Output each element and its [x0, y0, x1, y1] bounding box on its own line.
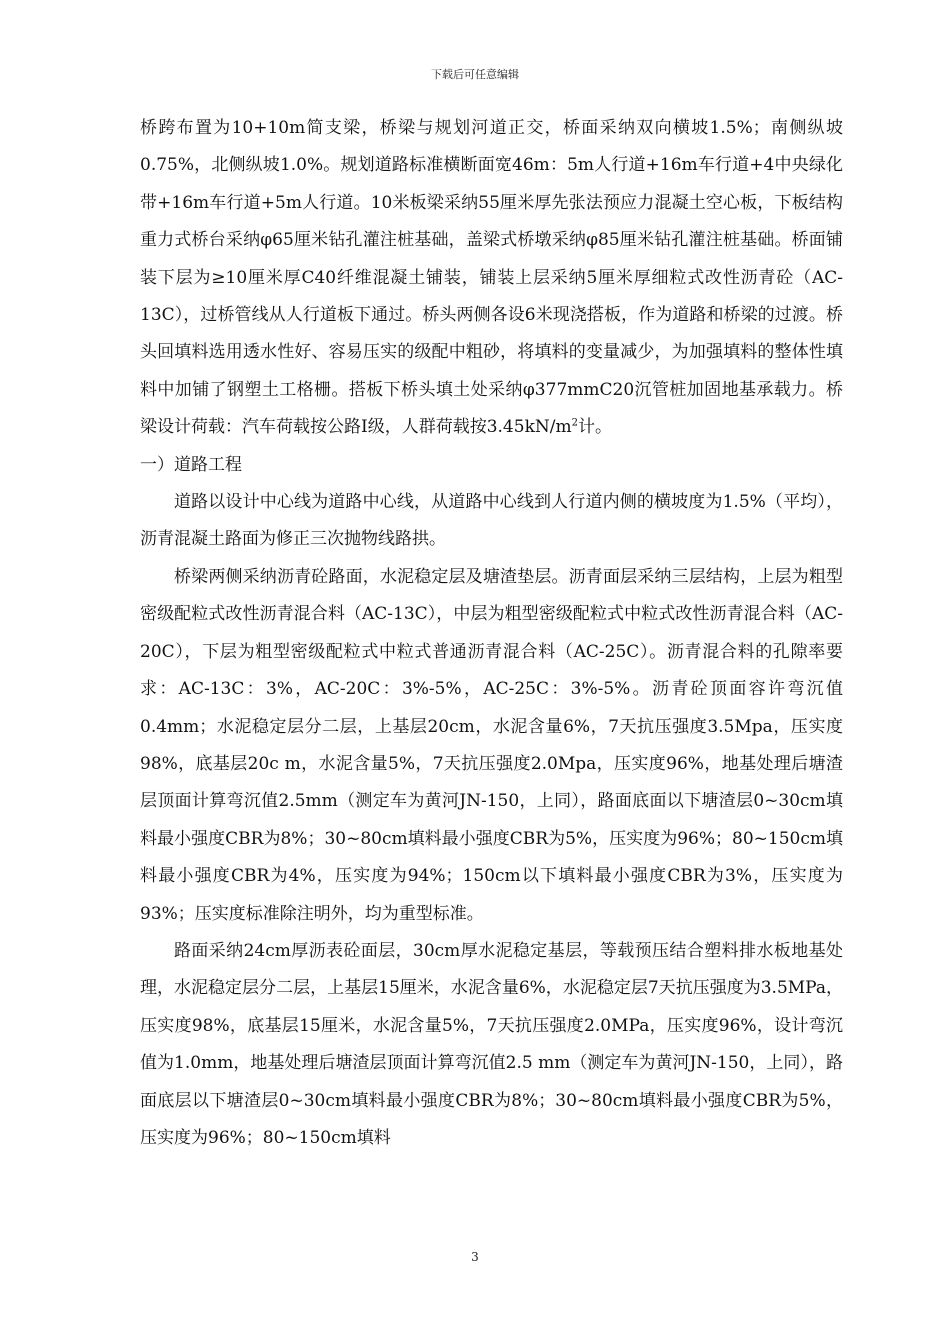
page-number: 3	[471, 1250, 479, 1264]
paragraph-bridge-intro	[140, 110, 843, 447]
document-body	[140, 110, 843, 1157]
paragraph-road-centerline: 道路以设计中心线为道路中心线，从道路中心线到人行道内侧的横坡度为1.5%（平均），沥青混凝土路面为修正三次抛物线路拱。	[140, 492, 843, 550]
bridge-intro-text: 桥跨布置为10+10m简支梁，桥梁与规划河道正交，桥面采纳双向横坡1.5%；南侧纵坡0.75%，北侧纵坡1.0%。规划道路标准横断面宽46m：5m人行道+16m车行道+4中央绿化带+16m车行道+5m人行道。10米板梁采纳55厘米厚先张法预应力混凝土空心板，下板结构重力式桥台采纳φ65厘米钻孔灌注桩基础，盖梁式桥墩采纳φ85厘米钻孔灌注桩基础。桥面铺装下层为≥10厘米厚C40纤维混凝土铺装，铺装上层采纳5厘米厚细粒式改性沥青砼（AC-13C），过桥管线从人行道板下通过。桥头两侧各设6米现浇搭板，作为道路和桥梁的过渡。桥头回填料选用透水性好、容易压实的级配中粗砂，将填料的变量减少，为加强填料的整体性填料中加铺了钢塑土工格栅。搭板下桥头填土处采纳φ377mmC20沉管桩加固地基承载力。桥梁设计荷载：汽车荷载按公路Ⅰ级，人群荷载按3.45kN/m	[140, 118, 843, 438]
superscript: 2	[571, 417, 578, 429]
section-heading-road: 一）道路工程	[140, 454, 242, 475]
paragraph-pavement: 路面采纳24cm厚沥表砼面层，30cm厚水泥稳定基层，等载预压结合塑料排水板地基处理，水泥稳定层分二层，上基层15厘米，水泥含量6%，水泥稳定层7天抗压强度为3.5MPa，压实度98%，底基层15厘米，水泥含量5%，7天抗压强度2.0MPa，压实度96%，设计弯沉值为1.0mm，地基处理后塘渣层顶面计算弯沉值2.5 mm（测定车为黄河JN-150，上同），路面底层以下塘渣层0~30cm填料最小强度CBR为8%；30~80cm填料最小强度CBR为5%，压实度为96%；80~150cm填料	[140, 940, 843, 1148]
paragraph-road-structure: 桥梁两侧采纳沥青砼路面，水泥稳定层及塘渣垫层。沥青面层采纳三层结构，上层为粗型密级配粒式改性沥青混合料（AC-13C），中层为粗型密级配粒式中粒式改性沥青混合料（AC-20C），下层为粗型密级配粒式中粒式普通沥青混合料（AC-25C）。沥青混合料的孔隙率要求：AC-13C：3%，AC-20C：3%-5%，AC-25C：3%-5%。沥青砼顶面容许弯沉值0.4mm；水泥稳定层分二层，上基层20cm，水泥含量6%，7天抗压强度3.5Mpa，压实度98%，底基层20c m，水泥含量5%，7天抗压强度2.0Mpa，压实度96%，地基处理后塘渣层顶面计算弯沉值2.5mm（测定车为黄河JN-150，上同），路面底面以下塘渣层0~30cm填料最小强度CBR为8%；30~80cm填料最小强度CBR为5%，压实度为96%；80~150cm填料最小强度CBR为4%，压实度为94%；150cm以下填料最小强度CBR为3%，压实度为93%；压实度标准除注明外，均为重型标准。	[140, 566, 843, 924]
page-header: 下载后可任意编辑	[431, 68, 519, 81]
bridge-intro-text-end: 计。	[577, 417, 612, 438]
